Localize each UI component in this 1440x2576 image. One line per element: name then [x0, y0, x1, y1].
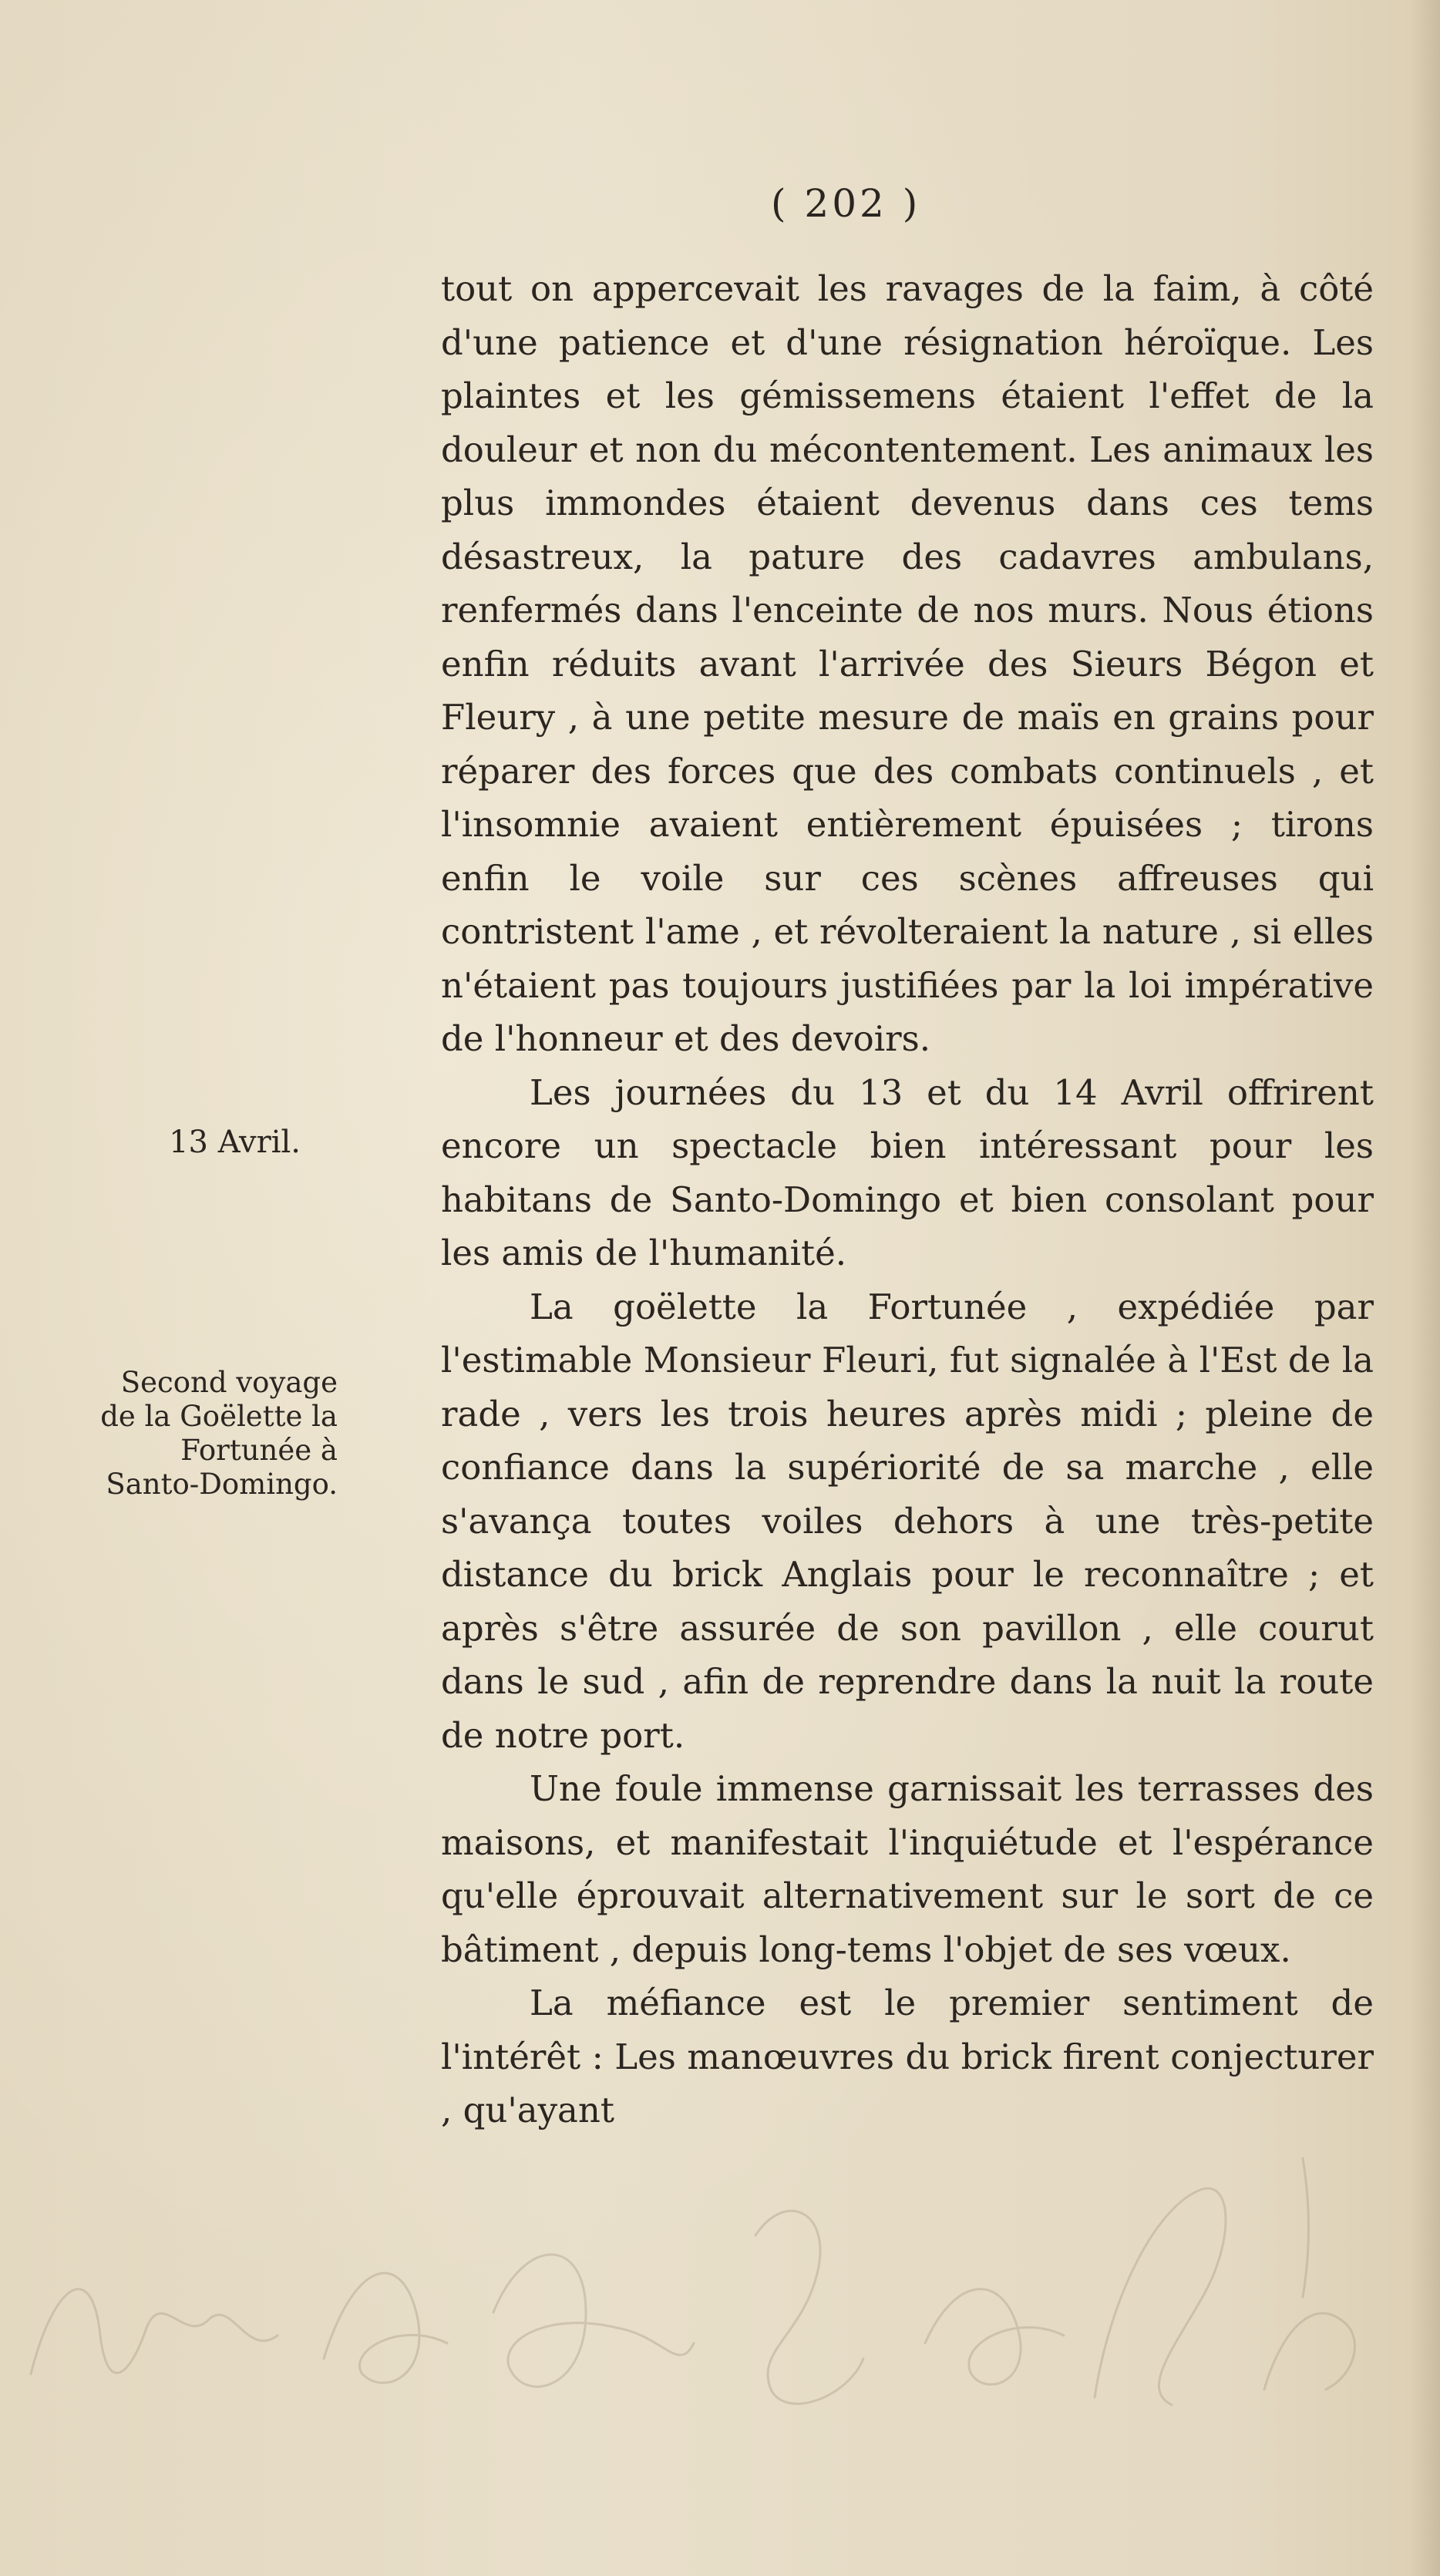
margin-note-date: 13 Avril. [169, 1125, 301, 1160]
paragraph: La goëlette la Fortunée , expédiée par l'estimable Monsieur Fleuri, fut signalée à l'Est de la rade , vers les trois heures après midi ; pleine de confiance dans la supériorité de sa marche , elle s'avança toutes voiles dehors à une très-petite distance du brick Anglais pour le reconnaître ; et après s'être assurée de son pavillon , elle courut dans le sud , afin de reprendre dans la nuit la route de notre port. [441, 1286, 1374, 1756]
paragraph: La méfiance est le premier sentiment de l'intérêt : Les manœuvres du brick firent conjecturer , qu'ayant [441, 1982, 1374, 2130]
paragraph: Une foule immense garnissait les terrasses des maisons, et manifestait l'inquiétude et l'espérance qu'elle éprouvait alternativement sur le sort de ce bâtiment , depuis long-tems l'objet de ses vœux. [441, 1768, 1374, 1970]
page-number-header: ( 202 ) [771, 181, 921, 226]
paragraph: Les journées du 13 et du 14 Avril offrirent encore un spectacle bien intéressant pour les habitans de Santo-Domingo et bien consolant pour les amis de l'humanité. [441, 1071, 1374, 1273]
body-text [441, 262, 1374, 2137]
faded-handwriting-scribble [0, 2143, 1440, 2451]
paragraph: tout on appercevait les ravages de la faim, à côté d'une patience et d'une résignation héroïque. Les plaintes et les gémissemens étaient l'effet de la douleur et non du mécontentement. Les animaux les plus immondes étaient devenus dans ces tems désastreux, la pature des cadavres ambulans, renfermés dans l'enceinte de nos murs. Nous étions enfin réduits avant l'arrivée des Sieurs Bégon et Fleury , à une petite mesure de maïs en grains pour réparer des forces que des combats continuels , et l'insomnie avaient entièrement épuisées ; tirons enfin le voile sur ces scènes affreuses qui contristent l'ame , et révolteraient la nature , si elles n'étaient pas toujours justifiées par la loi impérative de l'honneur et des devoirs. [441, 268, 1374, 1059]
margin-note-voyage: Second voyage de la Goëlette la Fortunée à Santo-Domingo. [100, 1366, 338, 1501]
